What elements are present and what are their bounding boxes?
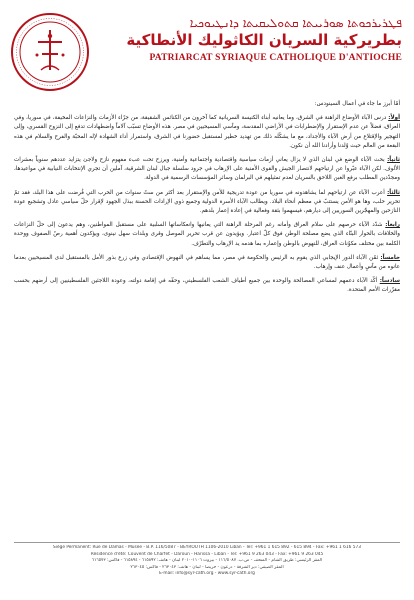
letter-body [14, 100, 400, 301]
paragraph-6-lead: سادساً: [379, 278, 400, 285]
paragraph-5 [14, 254, 400, 272]
patriarchal-seal-icon [8, 10, 92, 94]
footer-contact-line: E-mail: info@syr-cath.org - www.syr-cath.org [159, 571, 255, 577]
paragraph-2-text: بحث الآباء الوضع في لبنان الذي لا يزال يعاني أزمات سياسية واقتصادية واجتماعية وأمنية، ويرزح تحت عبء مفهوم نازح ولاجئ يتزايد عددهم سنوياً بعشرات الألوف. لكن الآباء عبّروا عن ارتياحهم لانتصار الجيش والقوى الأمنية على الإرهاب في جرود سلسلة جبال لبنان الشرقية، آملين أن تجري الإنتخابات النيابية في مواعيدها، ومجدّدين المطلب برفع الغبن اللاحق بالسريان لعدم تمثيلهم في البرلمان وسائر المؤسسات الرسمية في الدولة. [14, 157, 400, 182]
paragraph-2-lead: ثانياً: [387, 157, 400, 164]
paragraph-2 [14, 156, 400, 184]
footer-address-line: Siège Permanent: Rue de Damas - Musée - B.P. 116/5087 - BEYROUTH 1106-2010 Liban - Tel: +961 1 615 892 - 615 894 - Fax: +961 1 616 573 [53, 545, 361, 550]
paragraph-4 [14, 221, 400, 249]
footer-arabic-address-line: المقر الرئيسي: طريق الشام - المتحف - ص.ب. ١١٦/٥٠٨٧ - بيروت ١١٠٦-٢٠١٠ لبنان - هاتف: ٦١٥٨٩٢ - ٦١٥٨٩٤ - فاكس: ٦١٦٥٧٣ [91, 558, 323, 564]
paragraph-4-text: شدّد الآباء حرصهم على سلام العراق وأمانه رغم المرحلة الراهنة التي يعانيها وانعكاساتها السلبية على مستقبل المواطنين، وهم يدعون إلى حلّ النزاعات والخلافات بالحوار البنّاء الذي يضع مصلحة الوطن فوق كلّ اعتبار. ويؤيدون عن قرب تحرير الموصل وقرى وبلدات سهل نينوى، ويؤكدون أهمية رصّ الصفوف ووحدة الكلمة بين مختلف مكوّنات العراق، للنهوض بالوطن وإعماره بما هدمه يد الإرهاب والتطرّف. [14, 222, 400, 247]
paragraph-1-lead: أولاً: [388, 115, 400, 122]
latin-title: PATRIARCAT SYRIAQUE CATHOLIQUE D'ANTIOCHE [149, 53, 402, 63]
footer [14, 545, 400, 578]
paragraph-5-lead: خامساً: [380, 254, 400, 261]
footer-arabic-summer-line: المقر الصيفي: دير الشرفة - درعون - حريصا - لبنان - هاتف: ٢٦٣٠٤٣ - فاكس: ٢٦٣٠٤٥ [130, 564, 284, 570]
syriac-title: ܦܛܪܝܪܟܘܬܐ ܣܘܪܝܝܬܐ ܩܬܘܠܝܩܝܬܐ ܕܐܢܛܝܘܟܝܐ [189, 16, 402, 30]
paragraph-6 [14, 277, 400, 295]
paragraph-4-lead: رابعاً: [385, 222, 400, 229]
intro-line: أمّا أبرز ما جاء في أعمال السينودس: [314, 101, 400, 107]
paragraph-1-text: درس الآباء الأوضاع الراهنة في الشرق، وما يعانيه أبناء الكنيسة السريانية كما آخرون من الكنائس الشقيقة، من جرّاء الأزمات والنزاعات المخيفة، في سوريا، وفي العراق، فضلاً عن عدم الإستقرار والإضطرابات في الأراضي المقدسة، ومآسي المسيحيين في مصر. هذه الأوضاع تسبّب آلاماً واضطهادات تدفع إلى النزوح القسري، وإلى التهجير والإقتلاع من أرض الآباء والأجداد، مع ما يشكّله ذلك من تهديد خطير لمستقبل حضورنا في الشرق، واستمرار أداء الشهادة لإله المحبّة والفرح والسلام في هذه البقعة من العالم حيث وُلدنا وأرادنا الله أن نكون. [14, 115, 400, 149]
paragraph-3-lead: ثالثاً: [387, 189, 400, 196]
paragraph-3 [14, 189, 400, 217]
paragraph-6-text: أكّد الآباء دعمهم لمساعي المصالحة والوحدة بين جميع أطياف الشعب الفلسطيني، وحقّه في إقامة دولته، وعودة اللاجئين الفلسطينيين إلى أرضهم بحسب مقرّرات الأمم المتحدة. [14, 278, 400, 294]
footer-divider [14, 542, 400, 543]
footer-summer-residence-line: Résidence d'été: Couvent de Charfet - Daroun - Harissa - Liban - Tel: +961 9 263 043 - Fax: +961 9 263 045 [90, 551, 324, 557]
paragraph-1 [14, 114, 400, 151]
paragraph-3-text: أعرب الآباء عن ارتياحهم لما يشاهدونه في سوريا من عودة تدريجية للأمن والإستقرار بعد أكثر من ستّ سنوات من الحرب التي فُرضت على هذا البلد، فقد تمّ تحرير حلب، وها هو الأمن يستتبّ في معظم أنحاء البلاد. ويطالب الآباء الأسرة الدولية وجميع ذوي الإرادات الحسنة ببذل الجهود لإقرار حلّ سياسي عادل وتشجيع عودة النازحين والمهجّرين السوريين إلى ديارهم، فيسهموا بثقة وفعالية في إعادة إعمار بلدهم. [14, 189, 400, 215]
arabic-title: بطريركية السريان الكاثوليك الأنطاكية [126, 31, 402, 49]
paragraph-5-text: ثمّن الآباء الدور الإيجابي الذي يقوم به الرئيس والحكومة في مصر، مما يساهم في النهوض الإقتصادي وفي زرع بذور الأمل بالمستقبل لدى المسيحيين بعدما عانوه من مآسٍ وأعمال عنف وإرهاب. [14, 254, 400, 271]
